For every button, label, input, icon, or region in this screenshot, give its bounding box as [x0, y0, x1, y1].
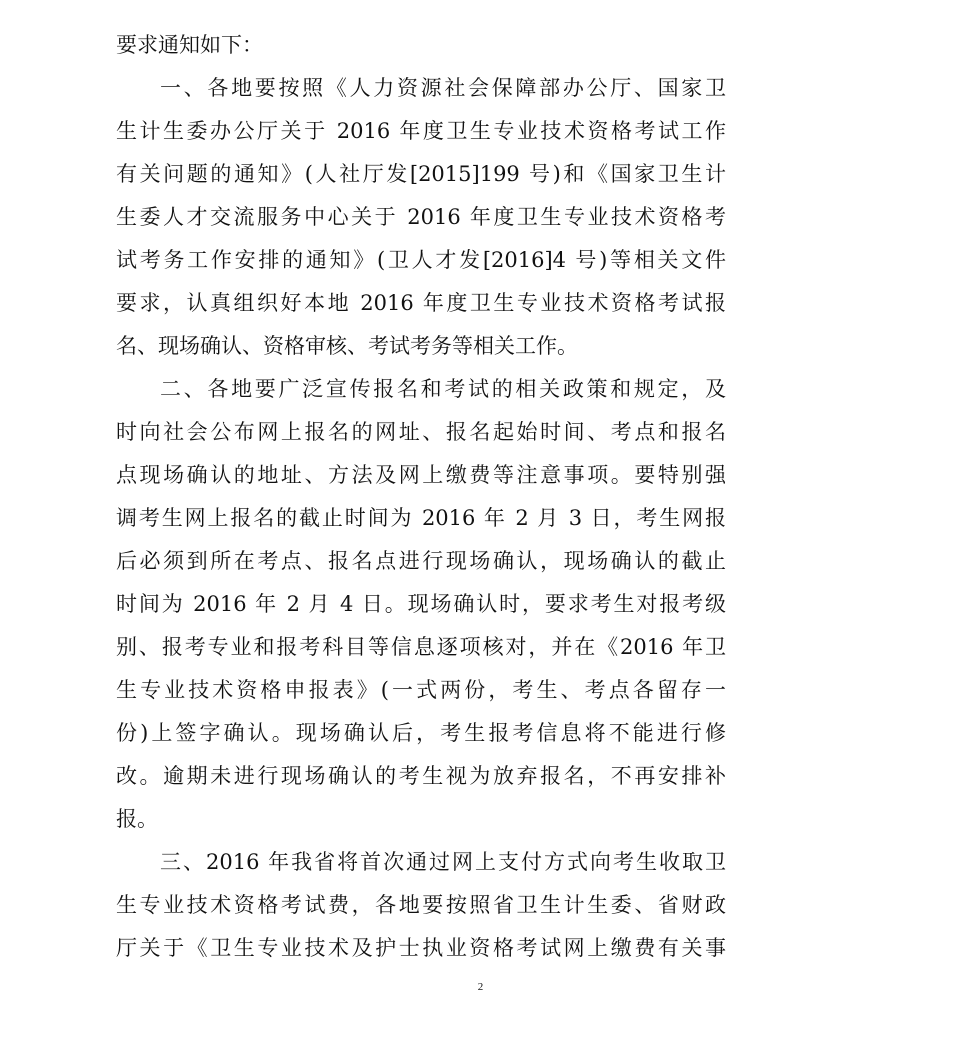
paragraph-2-line: 时向社会公布网上报名的网址、报名起始时间、考点和报名	[116, 420, 726, 444]
paragraph-3-line: 三、2016 年我省将首次通过网上支付方式向考生收取卫	[160, 850, 726, 874]
paragraph-3-line: 厅关于《卫生专业技术及护士执业资格考试网上缴费有关事	[116, 936, 726, 960]
paragraph-2-line: 份)上签字确认。现场确认后，考生报考信息将不能进行修	[116, 721, 726, 745]
paragraph-1-line: 生委人才交流服务中心关于 2016 年度卫生专业技术资格考	[116, 205, 726, 229]
paragraph-2-line: 调考生网上报名的截止时间为 2016 年 2 月 3 日，考生网报	[116, 506, 726, 530]
page-number: 2	[477, 981, 484, 993]
paragraph-2-line: 点现场确认的地址、方法及网上缴费等注意事项。要特别强	[116, 463, 726, 487]
paragraph-1-line: 一、各地要按照《人力资源社会保障部办公厅、国家卫	[160, 76, 726, 100]
paragraph-3-line: 生专业技术资格考试费，各地要按照省卫生计生委、省财政	[116, 893, 726, 917]
paragraph-2-line: 二、各地要广泛宣传报名和考试的相关政策和规定，及	[160, 377, 726, 401]
text-line: 要求通知如下：	[116, 33, 263, 57]
paragraph-2-line: 别、报考专业和报考科目等信息逐项核对，并在《2016 年卫	[116, 635, 726, 659]
paragraph-1-line: 试考务工作安排的通知》(卫人才发[2016]4 号)等相关文件	[116, 248, 726, 272]
paragraph-1-line: 有关问题的通知》(人社厅发[2015]199 号)和《国家卫生计	[116, 162, 726, 186]
paragraph-1-line: 生计生委办公厅关于 2016 年度卫生专业技术资格考试工作	[116, 119, 726, 143]
paragraph-2-line: 报。	[116, 807, 158, 831]
paragraph-1-line: 要求，认真组织好本地 2016 年度卫生专业技术资格考试报	[116, 291, 726, 315]
paragraph-2-line: 改。逾期未进行现场确认的考生视为放弃报名，不再安排补	[116, 764, 726, 788]
paragraph-2-line: 后必须到所在考点、报名点进行现场确认，现场确认的截止	[116, 549, 726, 573]
paragraph-2-line: 时间为 2016 年 2 月 4 日。现场确认时，要求考生对报考级	[116, 592, 726, 616]
paragraph-2-line: 生专业技术资格申报表》(一式两份，考生、考点各留存一	[116, 678, 726, 702]
paragraph-1-line: 名、现场确认、资格审核、考试考务等相关工作。	[116, 334, 578, 358]
